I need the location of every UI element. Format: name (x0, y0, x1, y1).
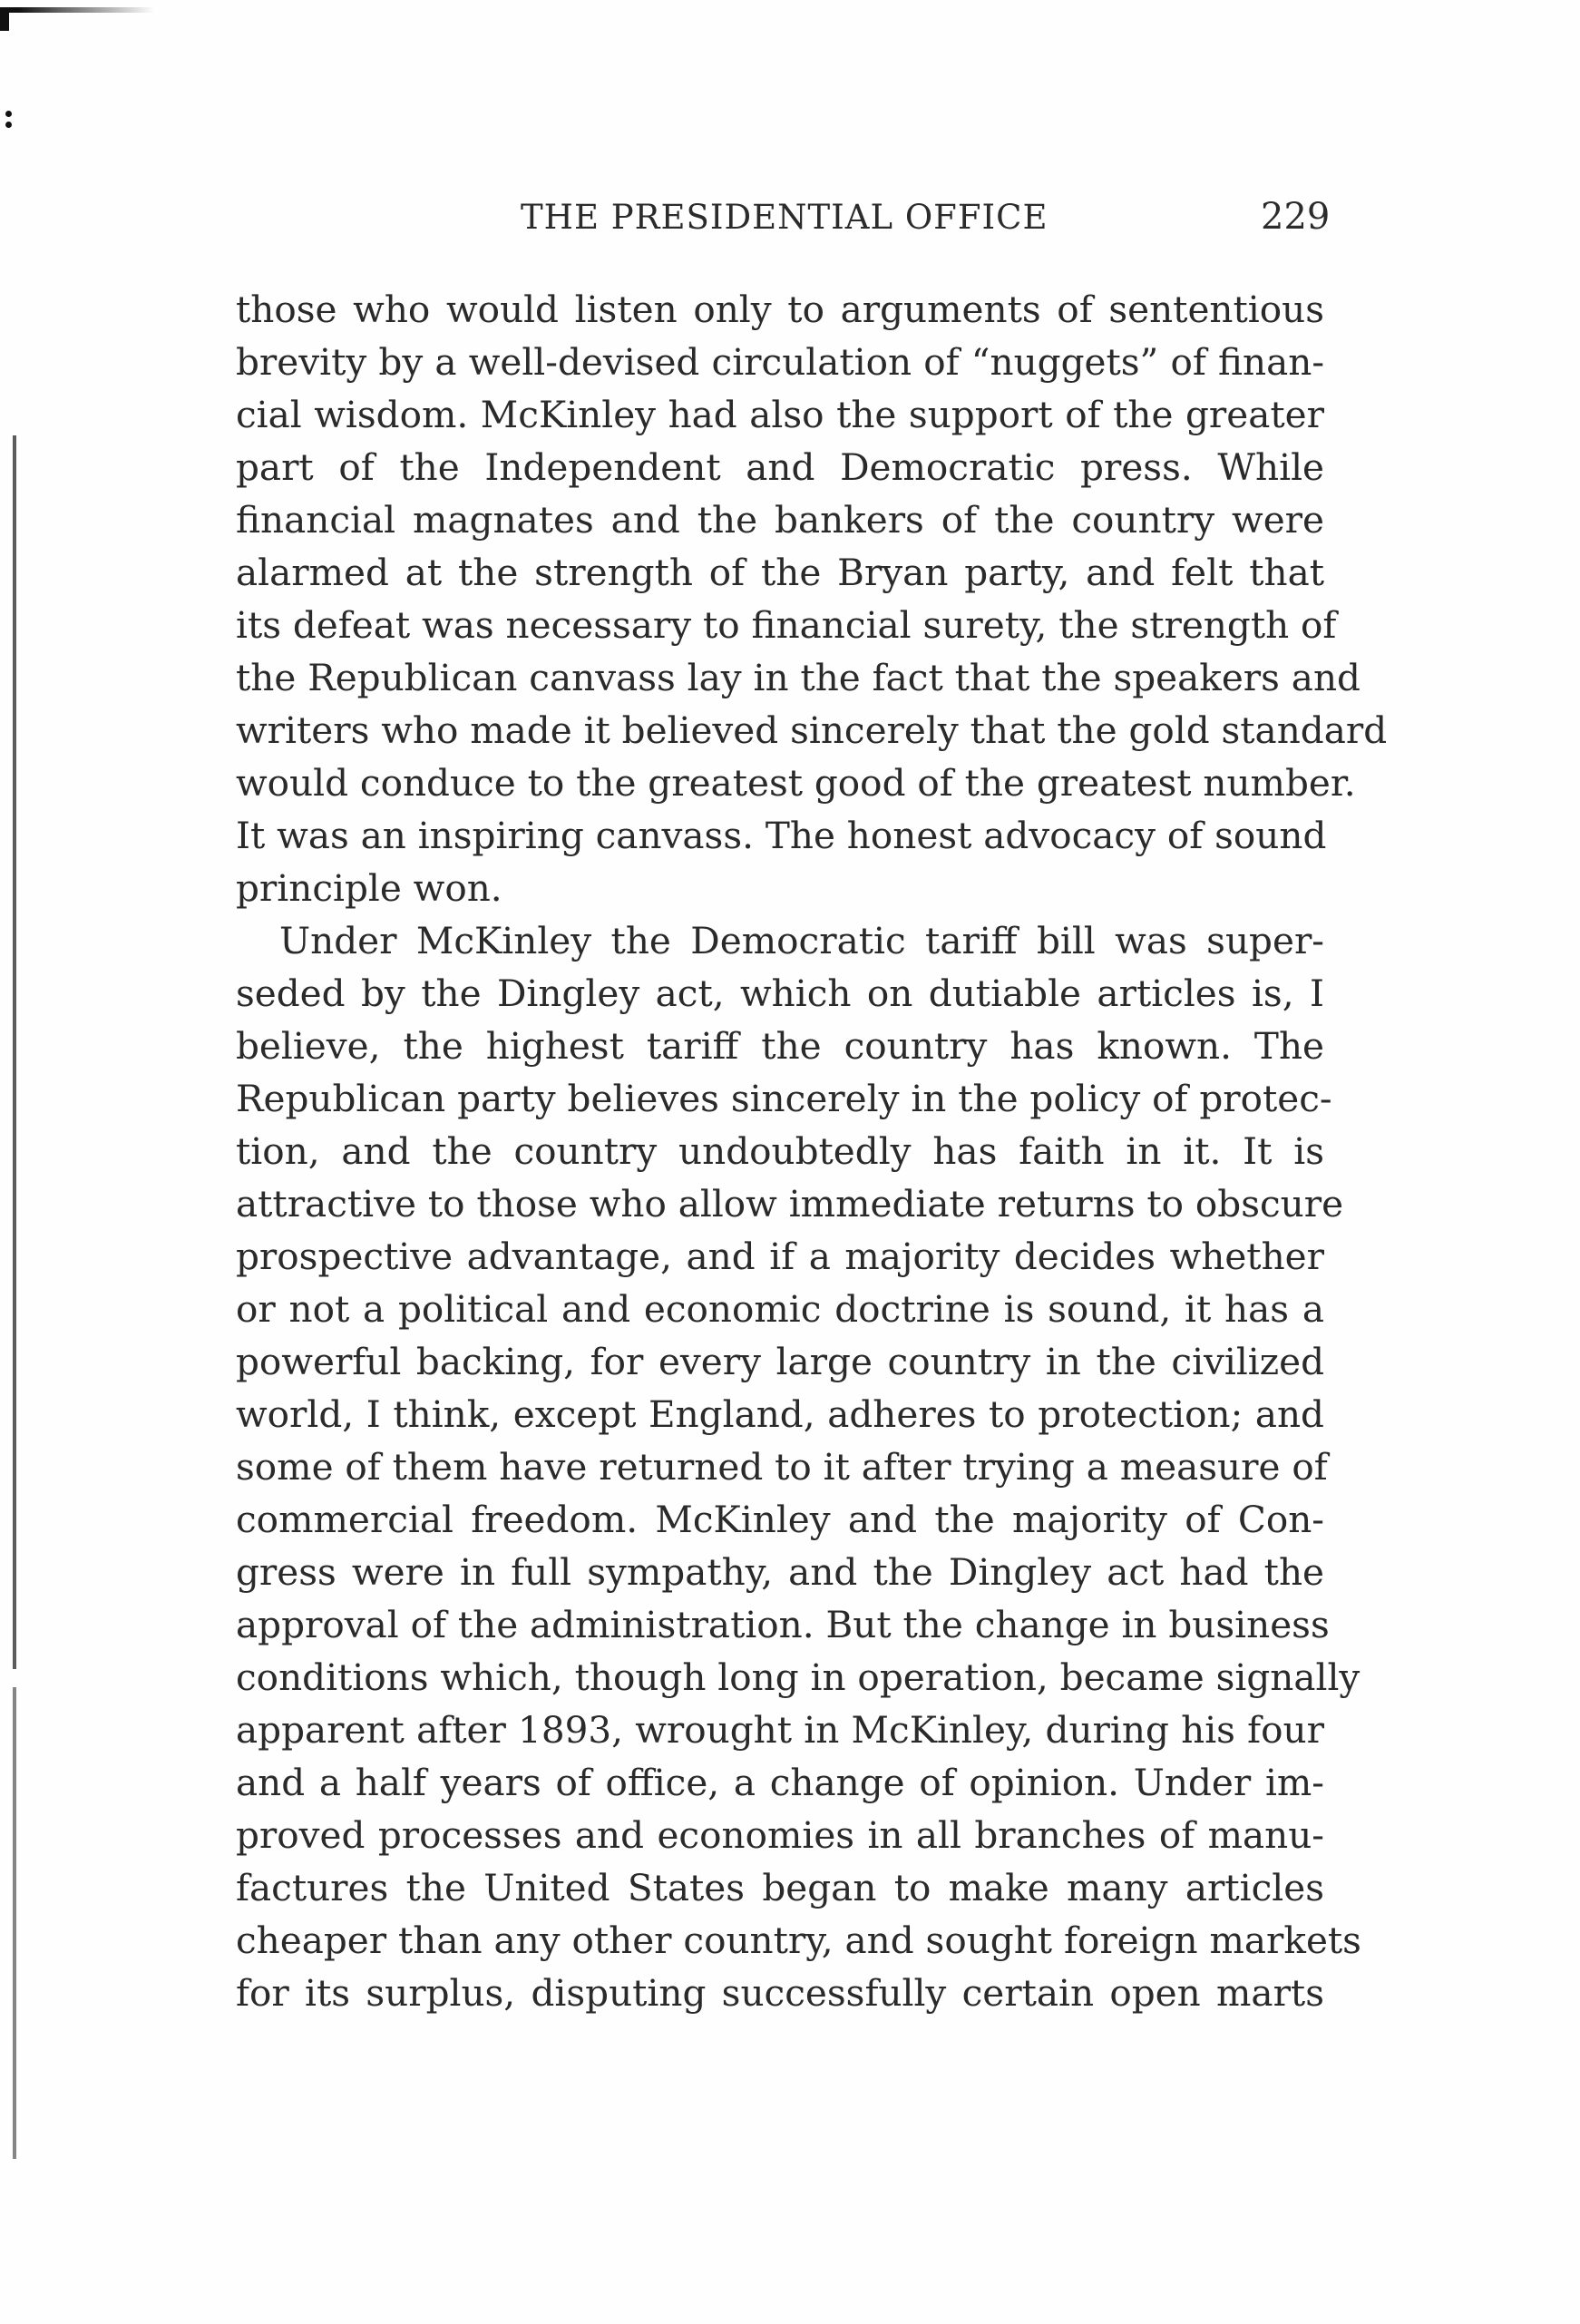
text-line: some of them have returned to it after trying a measure of (236, 1445, 1328, 1489)
body-text (236, 283, 1388, 2019)
paragraph (236, 914, 1361, 2019)
text-line: seded by the Dingley act, which on dutiable articles is, I (236, 972, 1324, 1015)
paragraph (236, 283, 1388, 914)
text-line: brevity by a well-devised circulation of “nuggets” of finan- (236, 340, 1324, 384)
text-line: Republican party believes sincerely in the policy of protec- (236, 1077, 1332, 1120)
text-line: principle won. (236, 866, 502, 910)
text-line: attractive to those who allow immediate returns to obscure (236, 1182, 1344, 1225)
text-line: prospective advantage, and if a majority decides whether (236, 1235, 1324, 1278)
text-line: proved processes and economies in all branches of manu- (236, 1813, 1324, 1857)
text-line: conditions which, though long in operation, became signally (236, 1655, 1361, 1699)
text-line: powerful backing, for every large country in the civilized (236, 1340, 1324, 1383)
text-line: or not a political and economic doctrine is sound, it has a (236, 1287, 1324, 1331)
text-line: tion, and the country undoubtedly has faith in it. It is (236, 1129, 1324, 1173)
text-line: It was an inspiring canvass. The honest advocacy of sound (236, 814, 1327, 857)
page-header (236, 196, 1331, 252)
text-line: world, I think, except England, adheres to protection; and (236, 1392, 1324, 1436)
text-line: for its surplus, disputing successfully certain open marts (236, 1971, 1324, 2015)
text-line: part of the Independent and Democratic press. While (236, 445, 1324, 489)
scan-corner-mark (0, 7, 154, 13)
text-line: would conduce to the greatest good of the greatest number. (236, 761, 1356, 805)
text-line: the Republican canvass lay in the fact that the speakers and (236, 656, 1361, 699)
text-line: those who would listen only to arguments of sententious (236, 288, 1324, 331)
text-line: apparent after 1893, wrought in McKinley, during his four (236, 1708, 1324, 1752)
text-line: and a half years of office, a change of opinion. Under im- (236, 1761, 1324, 1804)
running-head: THE PRESIDENTIAL OFFICE (521, 198, 1048, 237)
binding-shadow-line (13, 435, 16, 1669)
text-line: believe, the highest tariff the country has known. The (236, 1024, 1324, 1068)
binding-shadow-line-lower (13, 1687, 16, 2159)
text-line: approval of the administration. But the change in business (236, 1603, 1330, 1646)
text-line: its defeat was necessary to financial surety, the strength of (236, 603, 1337, 647)
page-number: 229 (1261, 196, 1331, 238)
text-line: commercial freedom. McKinley and the majority of Con- (236, 1498, 1324, 1541)
text-line: financial magnates and the bankers of the country were (236, 498, 1324, 542)
scan-edge-dots (5, 111, 13, 131)
text-line: cheaper than any other country, and sought foreign markets (236, 1919, 1361, 1962)
text-line: cial wisdom. McKinley had also the support of the greater (236, 393, 1324, 436)
scan-corner-mark-vertical (0, 7, 9, 31)
text-line: writers who made it believed sincerely that the gold standard (236, 708, 1388, 752)
text-line: alarmed at the strength of the Bryan party, and felt that (236, 551, 1324, 594)
text-line: Under McKinley the Democratic tariff bill was super- (279, 919, 1324, 962)
text-line: gress were in full sympathy, and the Dingley act had the (236, 1550, 1324, 1594)
text-line: factures the United States began to make many articles (236, 1866, 1324, 1909)
